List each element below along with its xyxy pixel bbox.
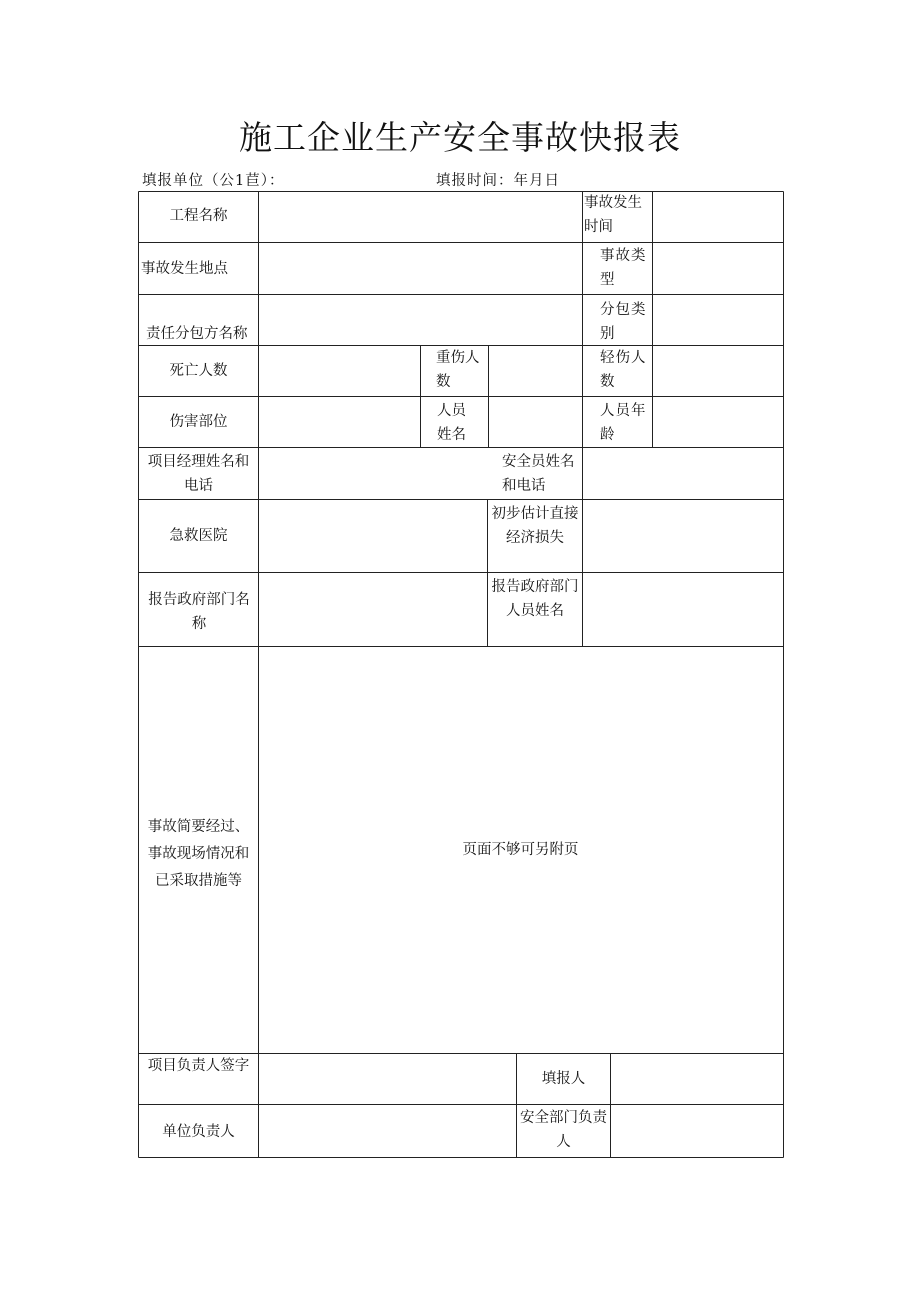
reporting-unit-label: 填报单位（公1苣）： [142,173,285,189]
economic-loss-label: 初步估计直接经济损失 [491,506,579,546]
safety-dept-head-label: 安全部门负责人 [520,1110,607,1150]
attach-page-note: 页面不够可另附页 [462,842,579,858]
subcontractor-name-label: 责任分包方名称 [146,326,248,342]
reporting-time-label: 填报时间：年月日 [436,173,560,189]
accident-type-label: 事故类型 [600,248,647,288]
accident-location-label: 事故发生地点 [141,261,228,277]
subcontract-category-label: 分包类别 [600,302,647,342]
safety-officer-label: 安全员姓名和电话 [502,454,575,494]
person-age-label: 人员年龄 [600,403,647,443]
hospital-label: 急救医院 [169,528,228,544]
government-dept-label: 报告政府部门名称 [148,592,250,632]
death-count-label: 死亡人数 [169,363,228,379]
government-person-label: 报告政府部门人员姓名 [491,579,579,619]
project-name-label: 工程名称 [169,208,228,224]
accident-summary-label: 事故简要经过、事故现场情况和已采取措施等 [147,819,250,889]
serious-injury-count-label: 重伤人数 [436,350,480,390]
minor-injury-count-label: 轻伤人数 [600,350,647,390]
unit-head-label: 单位负责人 [162,1124,235,1140]
filler-label: 填报人 [541,1071,586,1087]
person-name-label: 人员姓名 [437,403,466,443]
project-leader-signature-label: 项目负责人签字 [147,1058,250,1074]
accident-time-label: 事故发生时间 [584,195,642,235]
page-title: 施工企业生产安全事故快报表 [239,118,681,157]
project-manager-label: 项目经理姓名和电话 [147,454,250,494]
injury-part-label: 伤害部位 [169,414,228,430]
